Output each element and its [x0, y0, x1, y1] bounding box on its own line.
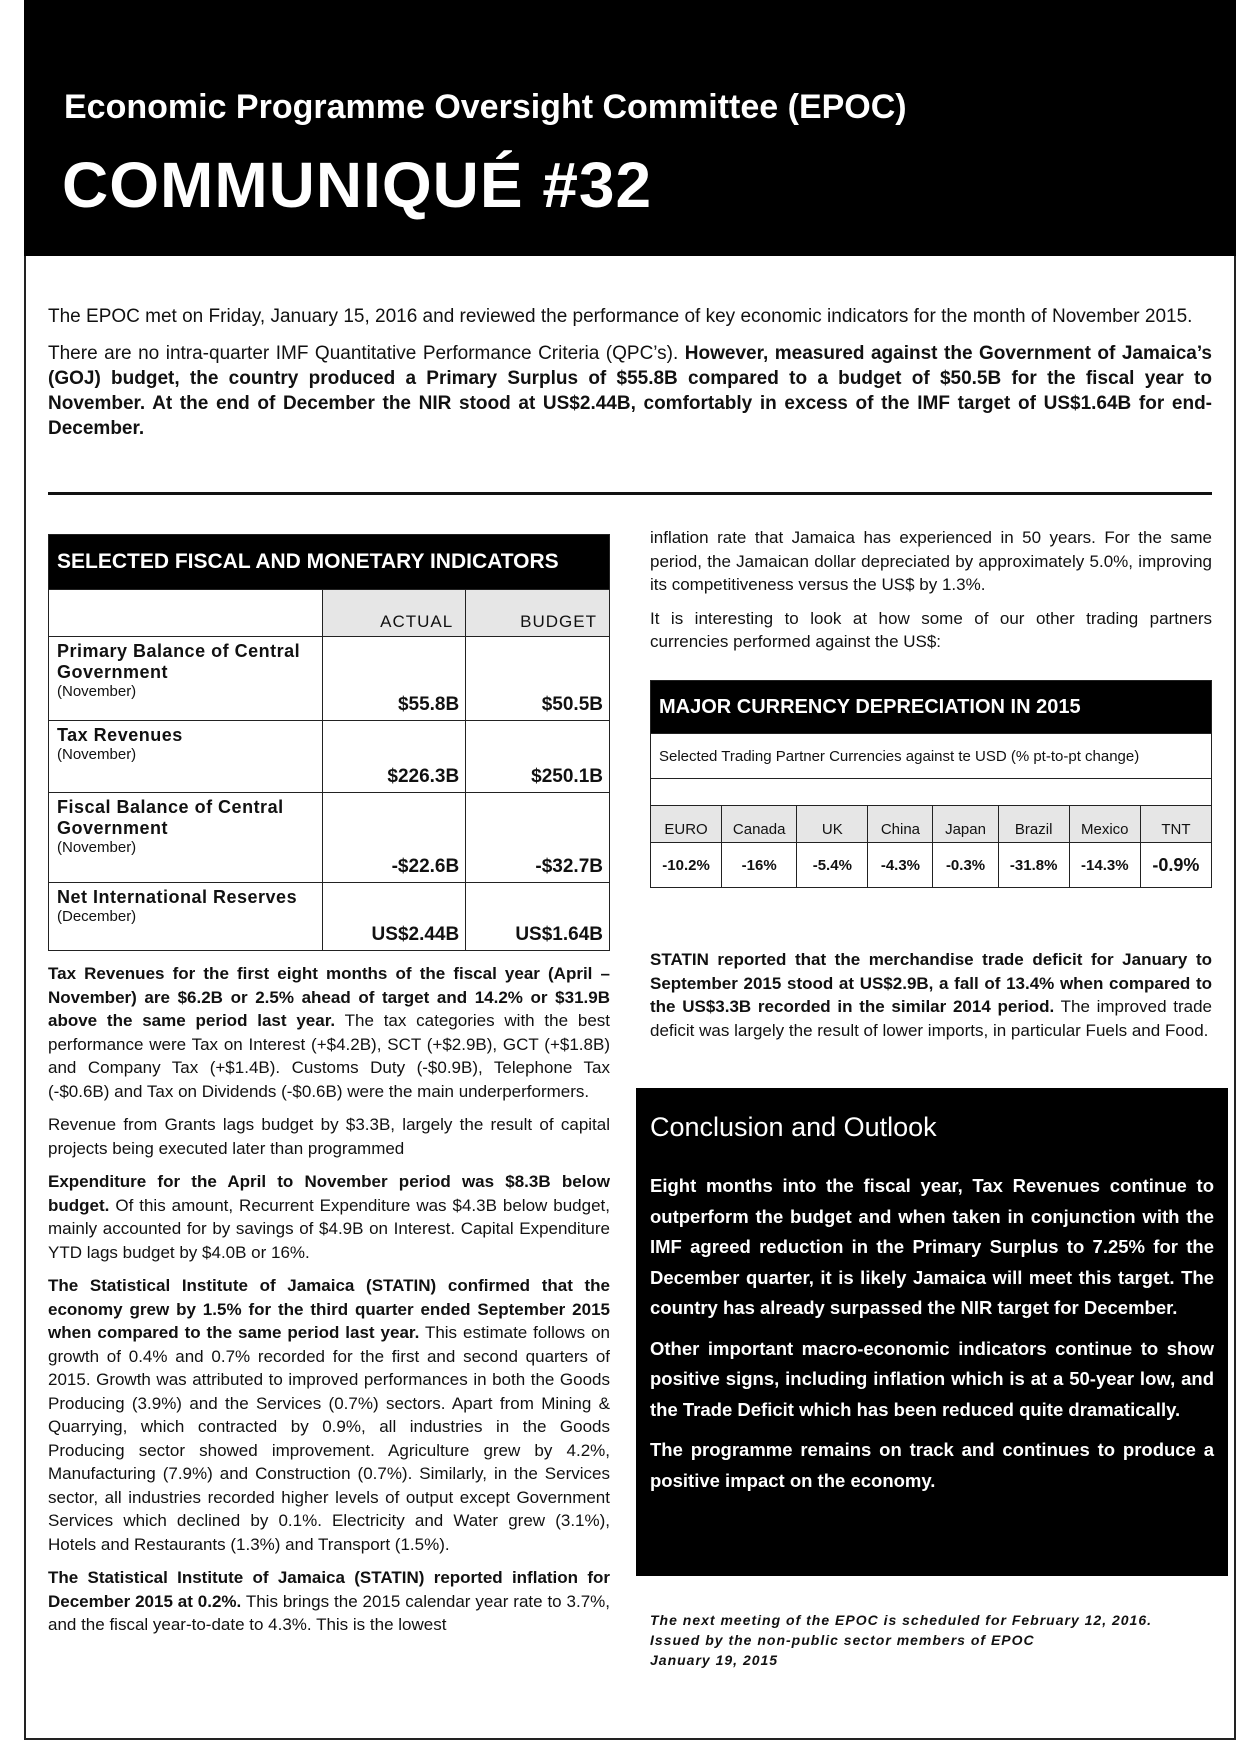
- conclusion-paragraph-2: Other important macro-economic indicators continue to show positive signs, including inflation which is at a 50-year low, and the Trade Deficit which has been reduced quite dramatically.: [650, 1337, 1214, 1420]
- fiscal-indicators-table: [48, 534, 610, 951]
- budget-value: -$32.7B: [466, 793, 610, 883]
- intro-paragraph-1: The EPOC met on Friday, January 15, 2016 and reviewed the performance of key economic indicators for the month of November 2015.: [48, 306, 1193, 327]
- grants-paragraph: Revenue from Grants lags budget by $3.3B, largely the result of capital projects being executed later than programmed: [48, 1115, 610, 1158]
- inflation-paragraph: The Statistical Institute of Jamaica (STATIN) reported inflation for December 2015 at 0.2%. This brings the 2015 calendar year rate to 3.7%, and the fiscal year-to-date to 4.3%. This is the lowest: [48, 1568, 610, 1634]
- intro-p2-plain: There are no intra-quarter IMF Quantitative Performance Criteria (QPC’s).: [48, 343, 685, 364]
- section-divider: [48, 492, 1212, 495]
- growth-paragraph: The Statistical Institute of Jamaica (STATIN) confirmed that the economy grew by 1.5% for the third quarter ended September 2015 when compared to the same period last year. This estimate follows on growth of 0.4% and 0.7% recorded for the first and second quarters of 2015. Growth was attributed to improved performances in both the Goods Producing (3.9%) and the Services (0.7%) sectors. Apart from Mining & Quarrying, which contracted by 0.9%, all industries in the Goods Producing sector showed improvement. Agriculture grew by 4.2%, Manufacturing (7.9%) and Construction (0.7%). Similarly, in the Services sector, all industries recorded higher levels of output except Government Services which declined by 0.1%. Electricity and Water grew (3.1%), Hotels and Restaurants (1.3%) and Transport (1.5%).: [48, 1276, 610, 1554]
- intro-p2-bold: However, measured against the Government of Jamaica’s (GOJ) budget, the country produced a Primary Surplus of $55.8B compared to a budget of $50.5B for the fiscal year to November. At the end of December the NIR stood at US$2.44B, comfortably in excess of the IMF target of US$1.64B for end-December.: [48, 343, 1212, 439]
- row-period: (November): [57, 839, 137, 856]
- currency-value: -31.8%: [998, 843, 1069, 888]
- currency-value: -5.4%: [797, 843, 868, 888]
- actual-value: $226.3B: [322, 721, 466, 793]
- fiscal-table-title: SELECTED FISCAL AND MONETARY INDICATORS: [49, 535, 610, 590]
- footer-next-meeting: The next meeting of the EPOC is scheduled for February 12, 2016.: [650, 1612, 1153, 1628]
- row-label: Net International Reserves: [57, 887, 298, 907]
- currency-name: Japan: [933, 806, 998, 843]
- currency-name: China: [868, 806, 933, 843]
- expenditure-paragraph: Expenditure for the April to November period was $8.3B below budget. Of this amount, Recurrent Expenditure was $4.3B below budget, mainly accounted for by savings of $4.9B on Interest. Capital Expenditure YTD lags budget by $4.0B or 16%.: [48, 1172, 610, 1262]
- currency-value: -0.9%: [1140, 843, 1211, 888]
- page-title: COMMUNIQUÉ #32: [62, 149, 653, 221]
- trade-deficit-text: [650, 948, 1212, 1052]
- footer-date: January 19, 2015: [650, 1652, 779, 1668]
- right-column-text: [650, 526, 1212, 664]
- currency-labels-row: [651, 806, 1212, 843]
- conclusion-box: [636, 1088, 1228, 1576]
- currency-value: -14.3%: [1069, 843, 1140, 888]
- actual-value: $55.8B: [322, 637, 466, 721]
- table-row: [49, 721, 610, 793]
- conclusion-paragraph-3: The programme remains on track and continues to produce a positive impact on the economy.: [650, 1439, 1214, 1491]
- row-label: Primary Balance of Central Government: [57, 641, 301, 682]
- budget-value: US$1.64B: [466, 883, 610, 951]
- actual-value: -$22.6B: [322, 793, 466, 883]
- row-period: (December): [57, 908, 137, 925]
- tax-revenue-paragraph: Tax Revenues for the first eight months of the fiscal year (April – November) are $6.2B or 2.5% ahead of target and 14.2% or $31.9B above the same period last year. The tax categories with the best performance were Tax on Interest (+$4.2B), SCT (+$2.9B), GCT (+$1.8B) and Company Tax (+$1.4B). Customs Duty (-$0.9B), Telephone Tax (-$0.6B) and Tax on Dividends (-$0.6B) were the main underperformers.: [48, 964, 610, 1101]
- currency-value: -10.2%: [651, 843, 722, 888]
- trade-deficit-paragraph: STATIN reported that the merchandise trade deficit for January to September 2015 stood at US$2.9B, a fall of 13.4% when compared to the US$3.3B recorded in the similar 2014 period. The improved trade deficit was largely the result of lower imports, in particular Fuels and Food.: [650, 950, 1212, 1040]
- table-row: [49, 883, 610, 951]
- currency-table-title: MAJOR CURRENCY DEPRECIATION IN 2015: [651, 681, 1212, 734]
- trading-partners-paragraph: It is interesting to look at how some of our other trading partners currencies performed against the US$:: [650, 608, 1212, 651]
- conclusion-heading: Conclusion and Outlook: [650, 1112, 937, 1142]
- currency-name: Brazil: [998, 806, 1069, 843]
- currency-values-row: [651, 843, 1212, 888]
- currency-value: -16%: [722, 843, 797, 888]
- conclusion-paragraph-1: Eight months into the fiscal year, Tax Revenues continue to outperform the budget and when taken in conjunction with the IMF agreed reduction in the Primary Surplus to 7.25% for the December quarter, it is likely Jamaica will meet this target. The country has already surpassed the NIR target for December.: [650, 1175, 1214, 1318]
- currency-name: TNT: [1140, 806, 1211, 843]
- footer-issued-by: Issued by the non-public sector members of EPOC: [650, 1632, 1035, 1648]
- header-subtitle: Economic Programme Oversight Committee (EPOC): [64, 88, 907, 126]
- row-period: (November): [57, 746, 137, 763]
- intro-paragraph-2: [48, 341, 1212, 441]
- currency-table-subtitle: Selected Trading Partner Currencies against te USD (% pt-to-pt change): [651, 734, 1212, 779]
- budget-value: $50.5B: [466, 637, 610, 721]
- currency-value: -0.3%: [933, 843, 998, 888]
- budget-value: $250.1B: [466, 721, 610, 793]
- actual-value: US$2.44B: [322, 883, 466, 951]
- currency-value: -4.3%: [868, 843, 933, 888]
- row-period: (November): [57, 683, 137, 700]
- table-row: [49, 793, 610, 883]
- currency-name: Canada: [722, 806, 797, 843]
- currency-name: UK: [797, 806, 868, 843]
- left-column-text: [48, 962, 610, 1647]
- currency-name: Mexico: [1069, 806, 1140, 843]
- col-budget: BUDGET: [466, 590, 610, 637]
- footer-note: [650, 1610, 1152, 1670]
- intro-section: [48, 304, 1212, 453]
- col-actual: ACTUAL: [322, 590, 466, 637]
- row-label: Fiscal Balance of Central Government: [57, 797, 284, 838]
- currency-depreciation-table: [650, 680, 1212, 888]
- row-label: Tax Revenues: [57, 725, 183, 745]
- currency-name: EURO: [651, 806, 722, 843]
- table-row: [49, 637, 610, 721]
- header-banner: [24, 0, 1236, 256]
- inflation-continued-paragraph: inflation rate that Jamaica has experienced in 50 years. For the same period, the Jamaican dollar depreciated by approximately 5.0%, improving its competitiveness versus the US$ by 1.3%.: [650, 528, 1212, 594]
